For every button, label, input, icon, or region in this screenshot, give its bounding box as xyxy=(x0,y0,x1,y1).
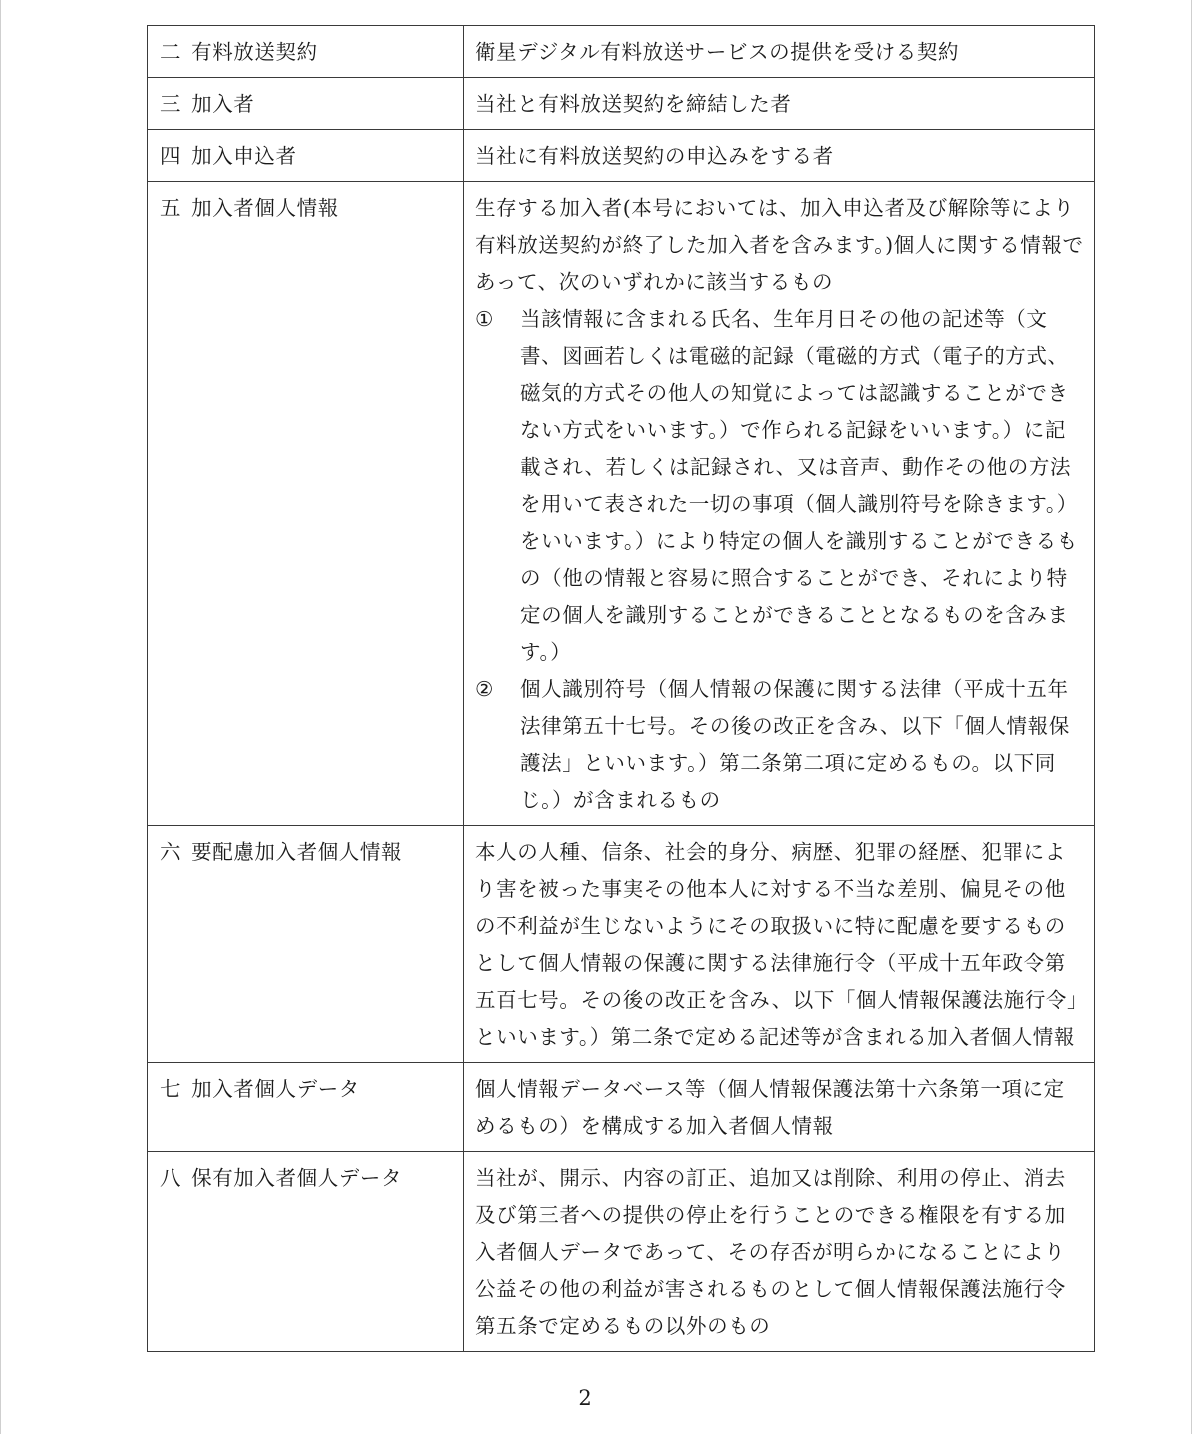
table-row xyxy=(148,130,1095,182)
table-row xyxy=(148,26,1095,78)
definition-cell: 当社に有料放送契約の申込みをする者 xyxy=(464,130,1095,182)
definition-cell: 当社と有料放送契約を締結した者 xyxy=(464,78,1095,130)
sub-item-text: 当該情報に含まれる氏名、生年月日その他の記述等（文書、図画若しくは電磁的記録（電磁的方式（電子的方式、磁気的方式その他人の知覚によっては認識することができない方式をいいます。）で作られる記録をいいます。）に記載され、若しくは記録され、又は音声、動作その他の方法を用いて表された一切の事項（個人識別符号を除きます。）をいいます。）により特定の個人を識別することができるもの（他の情報と容易に照合することができ、それにより特定の個人を識別することができることとなるものを含みます。） xyxy=(520,307,1078,664)
page-edge-left xyxy=(0,0,1,1434)
table-row xyxy=(148,78,1095,130)
definition-cell: 衛星デジタル有料放送サービスの提供を受ける契約 xyxy=(464,26,1095,78)
term-label: 保有加入者個人データ xyxy=(191,1166,403,1190)
sub-item-marker: ① xyxy=(475,307,494,331)
page-number: 2 xyxy=(578,1386,592,1410)
term-label: 加入者個人情報 xyxy=(191,196,339,220)
table-row xyxy=(148,826,1095,1063)
definition-cell: 当社が、開示、内容の訂正、追加又は削除、利用の停止、消去及び第三者への提供の停止を行うことのできる権限を有する加入者個人データであって、その存否が明らかになることにより公益その他の利益が害されるものとして個人情報保護法施行令第五条で定めるもの以外のもの xyxy=(464,1152,1095,1352)
table-row xyxy=(148,1063,1095,1152)
term-cell xyxy=(148,78,464,130)
term-label: 加入者 xyxy=(191,92,255,116)
definitions-table xyxy=(147,25,1095,1352)
sub-item xyxy=(475,301,1084,671)
term-number: 七 xyxy=(160,1077,182,1101)
definition-cell: 個人情報データベース等（個人情報保護法第十六条第一項に定めるもの）を構成する加入者個人情報 xyxy=(464,1063,1095,1152)
definition-cell xyxy=(464,182,1095,826)
sub-item-marker: ② xyxy=(475,677,494,701)
term-label: 加入者個人データ xyxy=(191,1077,360,1101)
term-label: 有料放送契約 xyxy=(191,40,318,64)
term-cell xyxy=(148,1152,464,1352)
term-number: 四 xyxy=(160,144,182,168)
term-label: 要配慮加入者個人情報 xyxy=(191,840,403,864)
definition-cell: 本人の人種、信条、社会的身分、病歴、犯罪の経歴、犯罪により害を被った事実その他本人に対する不当な差別、偏見その他の不利益が生じないようにその取扱いに特に配慮を要するものとして個人情報の保護に関する法律施行令（平成十五年政令第五百七号。その後の改正を含み、以下「個人情報保護法施行令」といいます。）第二条で定める記述等が含まれる加入者個人情報 xyxy=(464,826,1095,1063)
term-number: 三 xyxy=(160,92,182,116)
term-number: 八 xyxy=(160,1166,182,1190)
term-number: 五 xyxy=(160,196,182,220)
term-label: 加入申込者 xyxy=(191,144,297,168)
term-cell xyxy=(148,26,464,78)
term-cell xyxy=(148,130,464,182)
term-cell xyxy=(148,826,464,1063)
table-row xyxy=(148,182,1095,826)
term-number: 二 xyxy=(160,40,182,64)
term-number: 六 xyxy=(160,840,182,864)
term-cell xyxy=(148,182,464,826)
sub-item-text: 個人識別符号（個人情報の保護に関する法律（平成十五年法律第五十七号。その後の改正を含み、以下「個人情報保護法」といいます。）第二条第二項に定めるもの。以下同じ。）が含まれるもの xyxy=(520,677,1070,812)
table-row xyxy=(148,1152,1095,1352)
sub-item xyxy=(475,671,1084,819)
definition-text: 生存する加入者(本号においては、加入申込者及び解除等により有料放送契約が終了した加入者を含みます。)個人に関する情報であって、次のいずれかに該当するもの xyxy=(475,196,1084,294)
term-cell xyxy=(148,1063,464,1152)
